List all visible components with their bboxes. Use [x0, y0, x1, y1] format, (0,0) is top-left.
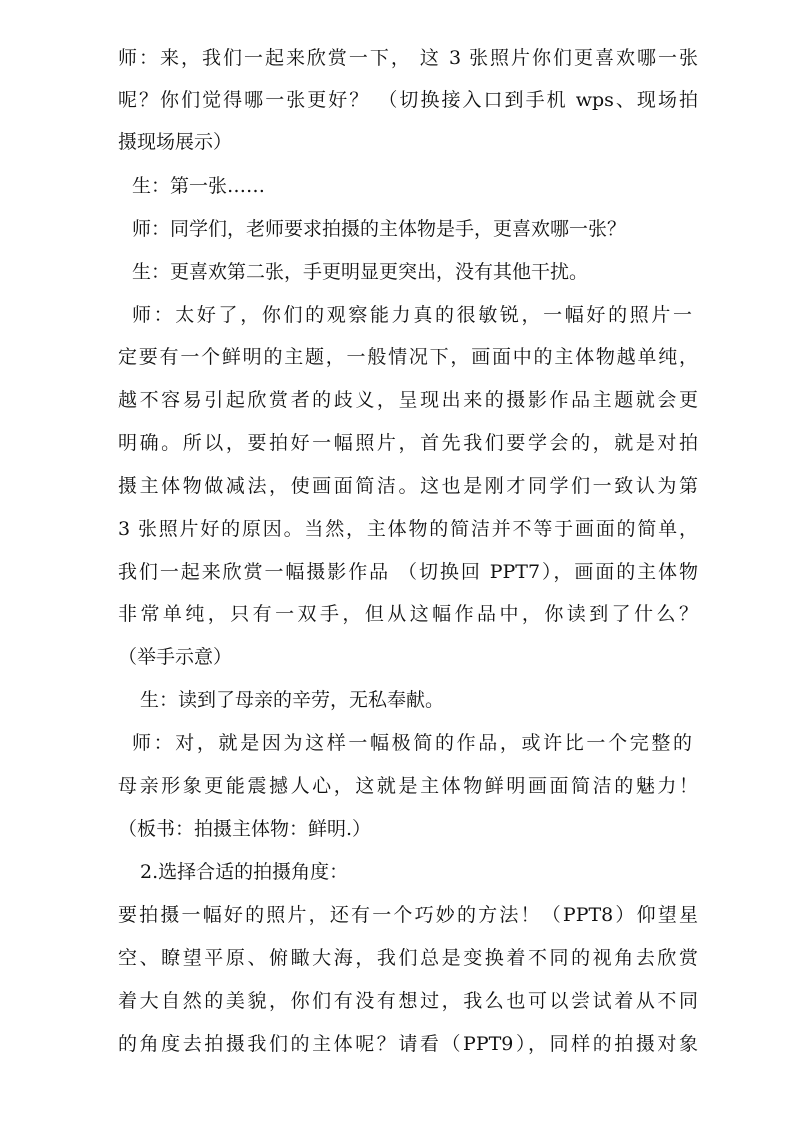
paragraph-line: 生：读到了母亲的辛劳，无私奉献。	[140, 689, 445, 711]
paragraph-line: 师：来，我们一起来欣赏一下， 这 3 张照片你们更喜欢哪一张	[118, 47, 698, 69]
paragraph-line: （举手示意）	[118, 646, 233, 668]
paragraph-line: 我们一起来欣赏一幅摄影作品 （切换回 PPT7），画面的主体物	[118, 561, 698, 583]
paragraph-line: 生：第一张……	[132, 175, 266, 197]
paragraph-line: 越不容易引起欣赏者的歧义，呈现出来的摄影作品主题就会更	[118, 389, 698, 411]
paragraph-line: 呢？你们觉得哪一张更好？ （切换接入口到手机 wps、现场拍	[118, 89, 698, 111]
paragraph-line: 生：更喜欢第二张，手更明显更突出，没有其他干扰。	[132, 261, 589, 283]
paragraph-line: 定要有一个鲜明的主题，一般情况下，画面中的主体物越单纯，	[118, 346, 698, 368]
paragraph-line: 要拍摄一幅好的照片，还有一个巧妙的方法！（PPT8）仰望星	[118, 904, 698, 926]
paragraph-line: 3 张照片好的原因。当然，主体物的简洁并不等于画面的简单，	[118, 518, 698, 540]
paragraph-line: 摄现场展示）	[118, 131, 233, 153]
paragraph-line: 着大自然的美貌，你们有没有想过，我么也可以尝试着从不同	[118, 990, 698, 1012]
paragraph-line: 空、瞭望平原、俯瞰大海，我们总是变换着不同的视角去欣赏	[118, 947, 698, 969]
paragraph-line: （板书：拍摄主体物：鲜明.）	[118, 818, 372, 840]
paragraph-line: 师：太好了，你们的观察能力真的很敏锐，一幅好的照片一	[132, 304, 692, 326]
paragraph-line: 非常单纯，只有一双手，但从这幅作品中，你读到了什么？	[118, 603, 698, 625]
paragraph-line: 摄主体物做减法，使画面简洁。这也是刚才同学们一致认为第	[118, 475, 698, 497]
paragraph-line: 师：对，就是因为这样一幅极简的作品，或许比一个完整的	[132, 732, 692, 754]
paragraph-line: 明确。所以，要拍好一幅照片，首先我们要学会的，就是对拍	[118, 432, 698, 454]
paragraph-line: 2.选择合适的拍摄角度：	[140, 861, 349, 883]
paragraph-line: 的角度去拍摄我们的主体呢？请看（PPT9），同样的拍摄对象	[118, 1033, 698, 1055]
paragraph-line: 母亲形象更能震撼人心，这就是主体物鲜明画面简洁的魅力！	[118, 775, 698, 797]
paragraph-line: 师：同学们，老师要求拍摄的主体物是手，更喜欢哪一张？	[132, 218, 627, 240]
